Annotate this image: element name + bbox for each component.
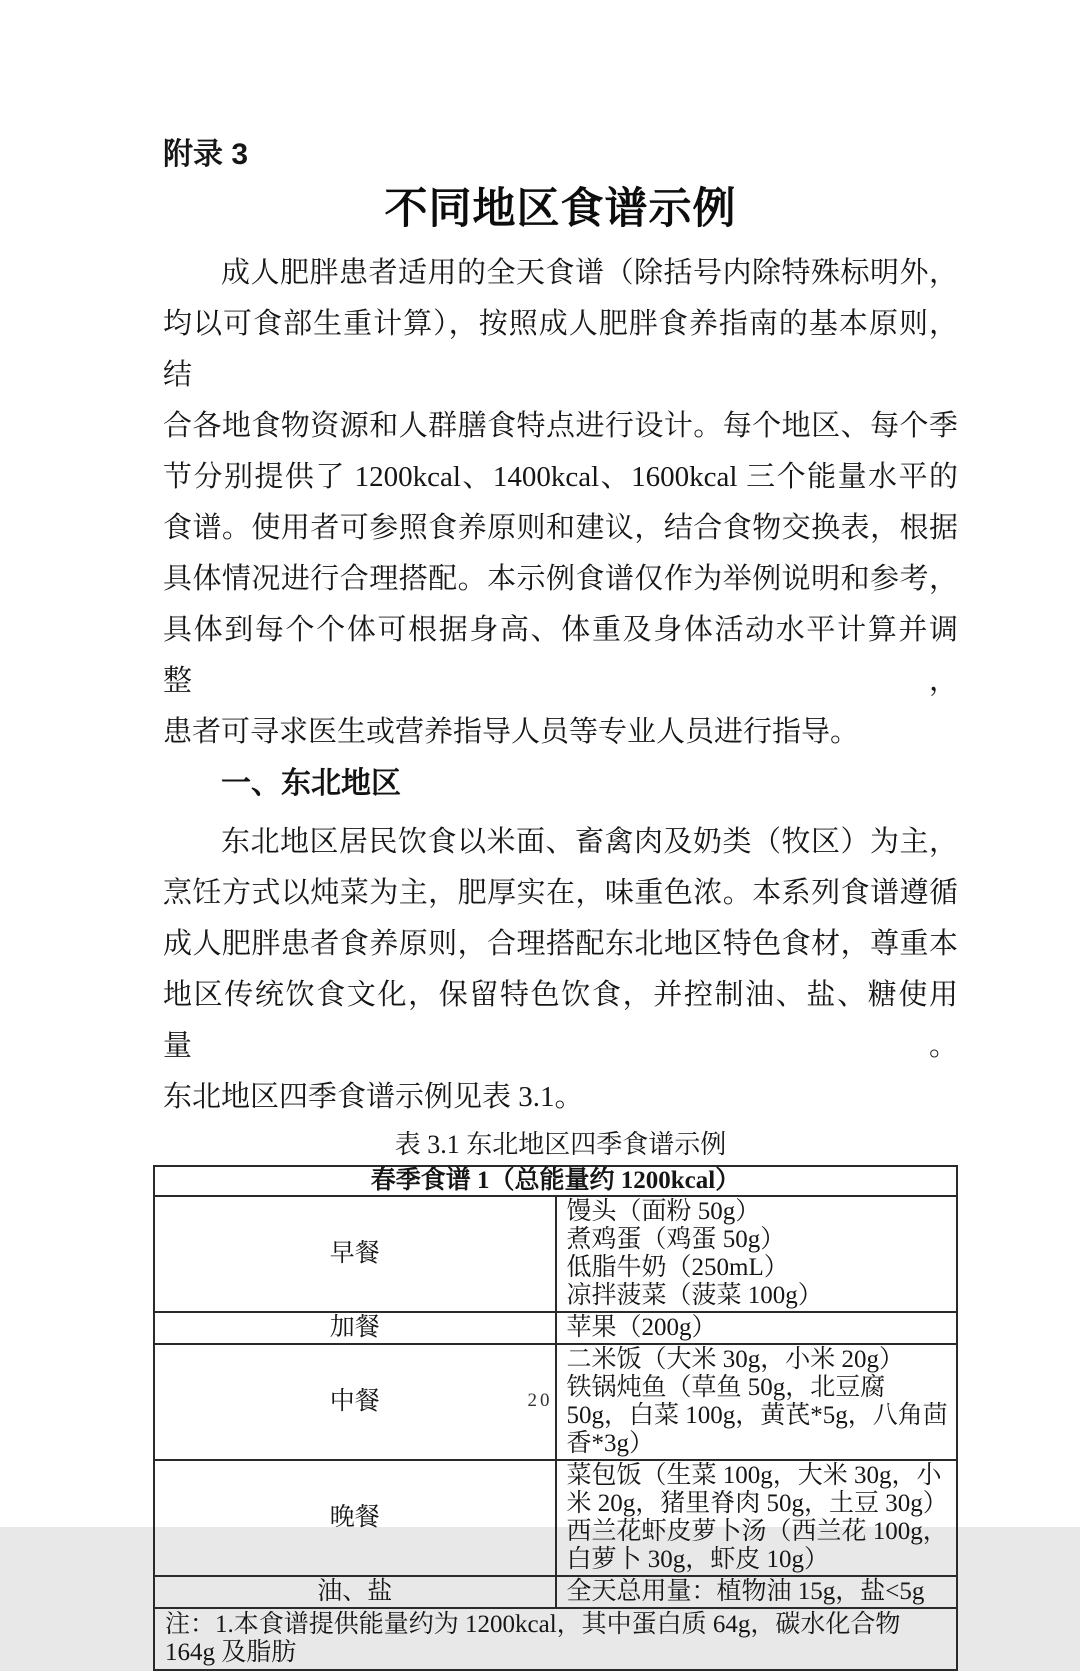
paragraph-line: 东北地区四季食谱示例见表 3.1。 (163, 1081, 584, 1113)
dish-item: 煮鸡蛋（鸡蛋 50g） (566, 1226, 786, 1253)
paragraph-line: 合各地食物资源和人群膳食特点进行设计。每个地区、每个季 (163, 410, 958, 442)
dish-item: 低脂牛奶（250mL） (566, 1254, 789, 1281)
meal-items (556, 1576, 958, 1608)
appendix-label: 附录 3 (163, 138, 249, 171)
table-header-row (154, 1166, 957, 1196)
dish-item: 苹果（200g） (566, 1314, 717, 1341)
page-content (163, 0, 958, 1671)
recipe-table (153, 1165, 958, 1671)
paragraph-line: 节分别提供了 1200kcal、1400kcal、1600kcal 三个能量水平的 (163, 461, 958, 493)
meal-items (556, 1312, 958, 1344)
dish-item: 菜包饭（生菜 100g，大米 30g，小米 20g，猪里脊肉 50g，土豆 30g） (566, 1462, 948, 1517)
table-row-breakfast (154, 1196, 957, 1312)
meal-items (556, 1460, 958, 1576)
meal-label: 油、盐 (154, 1576, 556, 1608)
table-title: 春季食谱 1（总能量约 1200kcal） (154, 1166, 957, 1196)
page-number: 20 (527, 1390, 553, 1411)
meal-label: 晚餐 (154, 1460, 556, 1576)
dish-item: 全天总用量：植物油 15g，盐<5g (566, 1578, 925, 1605)
dish-item: 凉拌菠菜（菠菜 100g） (566, 1282, 823, 1309)
meal-label: 早餐 (154, 1196, 556, 1312)
dish-item: 二米饭（大米 30g，小米 20g） (566, 1346, 905, 1373)
paragraph-line: 具体情况进行合理搭配。本示例食谱仅作为举例说明和参考， (163, 563, 958, 595)
paragraph-line: 均以可食部生重计算），按照成人肥胖食养指南的基本原则，结 (163, 308, 958, 391)
paragraph-line: 烹饪方式以炖菜为主，肥厚实在，味重色浓。本系列食谱遵循 (163, 877, 958, 909)
paragraph-line: 成人肥胖患者食养原则，合理搭配东北地区特色食材，尊重本 (163, 928, 958, 960)
table-row-oil-salt (154, 1576, 957, 1608)
dish-item: 馒头（面粉 50g） (566, 1198, 761, 1225)
dish-item: 西兰花虾皮萝卜汤（西兰花 100g，白萝卜 30g，虾皮 10g） (566, 1518, 948, 1573)
paragraph-line: 患者可寻求医生或营养指导人员等专业人员进行指导。 (163, 716, 860, 748)
table-note: 注：1.本食谱提供能量约为 1200kcal，其中蛋白质 64g，碳水化合物 164g 及脂肪 (154, 1608, 957, 1670)
section-heading-northeast: 一、东北地区 (221, 767, 401, 800)
paragraph-line: 东北地区居民饮食以米面、畜禽肉及奶类（牧区）为主， (221, 826, 958, 858)
table-row-snack (154, 1312, 957, 1344)
paragraph-line: 具体到每个个体可根据身高、体重及身体活动水平计算并调整， (163, 614, 958, 697)
meal-label: 中餐 (154, 1344, 556, 1460)
meal-items (556, 1196, 958, 1312)
intro-paragraph (163, 248, 958, 758)
paragraph-line: 食谱。使用者可参照食养原则和建议，结合食物交换表，根据 (163, 512, 958, 544)
document-title: 不同地区食谱示例 (384, 186, 737, 233)
paragraph-line: 成人肥胖患者适用的全天食谱（除括号内除特殊标明外， (221, 257, 958, 289)
table-note-row (154, 1608, 957, 1670)
table-row-dinner (154, 1460, 957, 1576)
section-paragraph (163, 817, 958, 1123)
dish-item: 铁锅炖鱼（草鱼 50g，北豆腐 50g，白菜 100g，黄芪*5g，八角茴香*3g） (566, 1374, 948, 1457)
meal-label: 加餐 (154, 1312, 556, 1344)
table-caption: 表 3.1 东北地区四季食谱示例 (394, 1130, 727, 1159)
paragraph-line: 地区传统饮食文化，保留特色饮食，并控制油、盐、糖使用量。 (163, 979, 958, 1062)
